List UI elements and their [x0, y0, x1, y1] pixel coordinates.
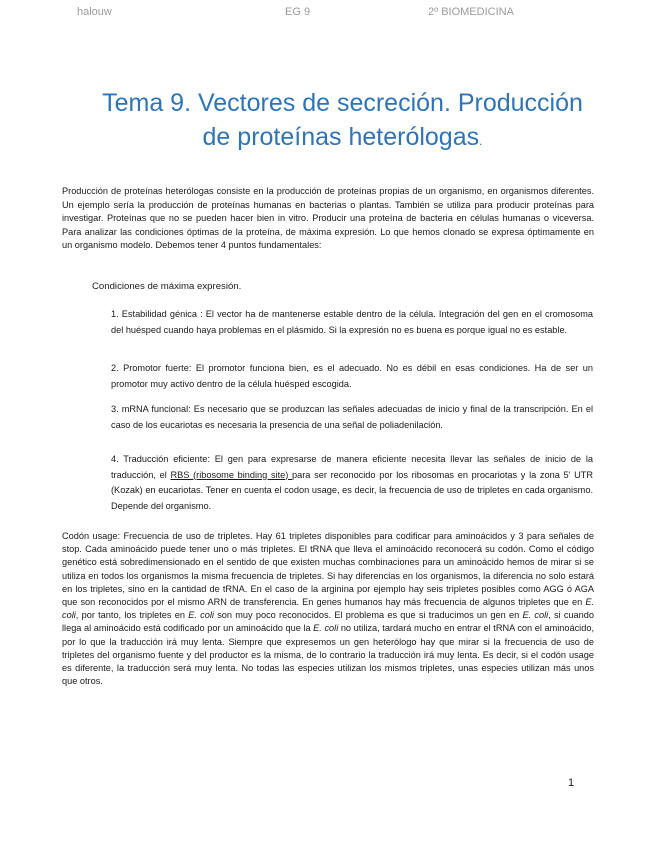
codon-usage-paragraph [62, 530, 594, 688]
ecoli-term: E. coli [188, 610, 214, 621]
condition-item-efficient-translation [111, 452, 593, 514]
title-line-2: de proteínas heterólogas [202, 123, 480, 151]
header-author: halouw [77, 6, 112, 18]
page-title [80, 86, 605, 158]
ecoli-term: E. coli [313, 623, 339, 634]
translation-text-b: para ser reconocido por los ribosomas en procariotas y la zona 5' UTR (Kozak) en eucariotas. Tener en cuenta el codon usage, es decir, la frecuencia de uso de tripletes en cada organismo. Depende del organismo. [111, 469, 594, 511]
condition-item-functional-mrna: 3. mRNA funcional: Es necesario que se produzcan las señales adecuadas de inicio y final de la transcripción. En el caso de los eucariotas es necesaria la presencia de una señal de poliadenilación. [111, 404, 593, 430]
page-header [0, 6, 655, 22]
condition-item-strong-promoter: 2. Promotor fuerte: El promotor funciona bien, es el adecuado. No es débil en esas condiciones. Ha de ser un promotor muy activo dentro de la célula huésped escogida. [111, 363, 593, 389]
ecoli-term: E. coli [522, 610, 549, 621]
condition-item-genetic-stability: 1. Estabilidad génica : El vector ha de mantenerse estable dentro de la célula. Integración del gen en el cromosoma del huésped cuando haya problemas en el plásmido. Si la expresión no es buena es porque igual no es estable. [111, 309, 593, 335]
codon-text-5: no utiliza, tardará mucho en entrar el tRNA con el aminoácido, por lo que la traducción irá muy lenta. Siempre que expresemos un gen heterólogo hay que mirar si la frecuencia de uso de tripletes del organismo fuente y del productor es la misma, de lo contrario la traducción irá muy lenta. Es decir, si el codón usage es diferente, la traducción será muy lenta. No todas las especies utilizan los mismos tripletes, unas especies utilizan más unos que otros. [62, 623, 594, 687]
translation-text-a: 4. Traducción eficiente: El gen para expresarse de manera eficiente necesita llevar las señales de inicio de la traducción, el [111, 454, 593, 480]
codon-text-3: son muy poco reconocidos. El problema es que si traducimos un gen en [213, 610, 523, 621]
intro-paragraph [62, 185, 594, 253]
ecoli-term: E. coli [62, 597, 594, 621]
conditions-heading: Condiciones de máxima expresión. [92, 281, 242, 292]
header-course-code: EG 9 [285, 6, 311, 18]
codon-text-4: , si cuando llega al aminoácido está codificado por un aminoácido que la [62, 610, 594, 634]
codon-text-2: , por tanto, los tripletes en [75, 610, 189, 621]
title-trailing-dot: . [479, 134, 483, 148]
page-number: 1 [568, 777, 575, 789]
header-degree: 2º BIOMEDICINA [428, 6, 514, 18]
rbs-link[interactable]: RBS (ribosome binding site) [170, 469, 293, 480]
title-line-1: Tema 9. Vectores de secreción. Producción [102, 89, 583, 117]
intro-text: Producción de proteínas heterólogas consiste en la producción de proteínas propias de un organismo, en organismos diferentes. Un ejemplo sería la producción de proteínas humanas en bacterias o plantas. También se utiliza para producir proteínas para investigar. Proteínas que no se pueden hacer bien in vitro. Producir una proteína de bacteria en células humanas o viceversa. Para analizar las condiciones óptimas de la proteína, de máxima expresión. Lo que hemos clonado se expresa óptimamente en un organismo modelo. Debemos tener 4 puntos fundamentales: [62, 186, 594, 250]
codon-text-1: Codón usage: Frecuencia de uso de tripletes. Hay 61 tripletes disponibles para codificar para aminoácidos y 3 para señales de stop. Cada aminoácido puede tener uno o más tripletes. El tRNA que lleva el aminoácido reconocerá su codón. Como el código genético está sobredimensionado en el sentido de que existen muchas combinaciones para un aminoácido hemos de mirar si se utiliza en todos los organismos la misma frecuencia de tripletes. Si hay diferencias en los organismos, la diferencia no solo estará en los tripletes, sino en la cantidad de tRNA. En el caso de la arginina por ejemplo hay seis tripletes posibles como AGG ó AGA que son reconocidos por el mismo ARN de transferencia. En genes humanos hay más frecuencia de algunos tripletes que en [62, 531, 594, 608]
